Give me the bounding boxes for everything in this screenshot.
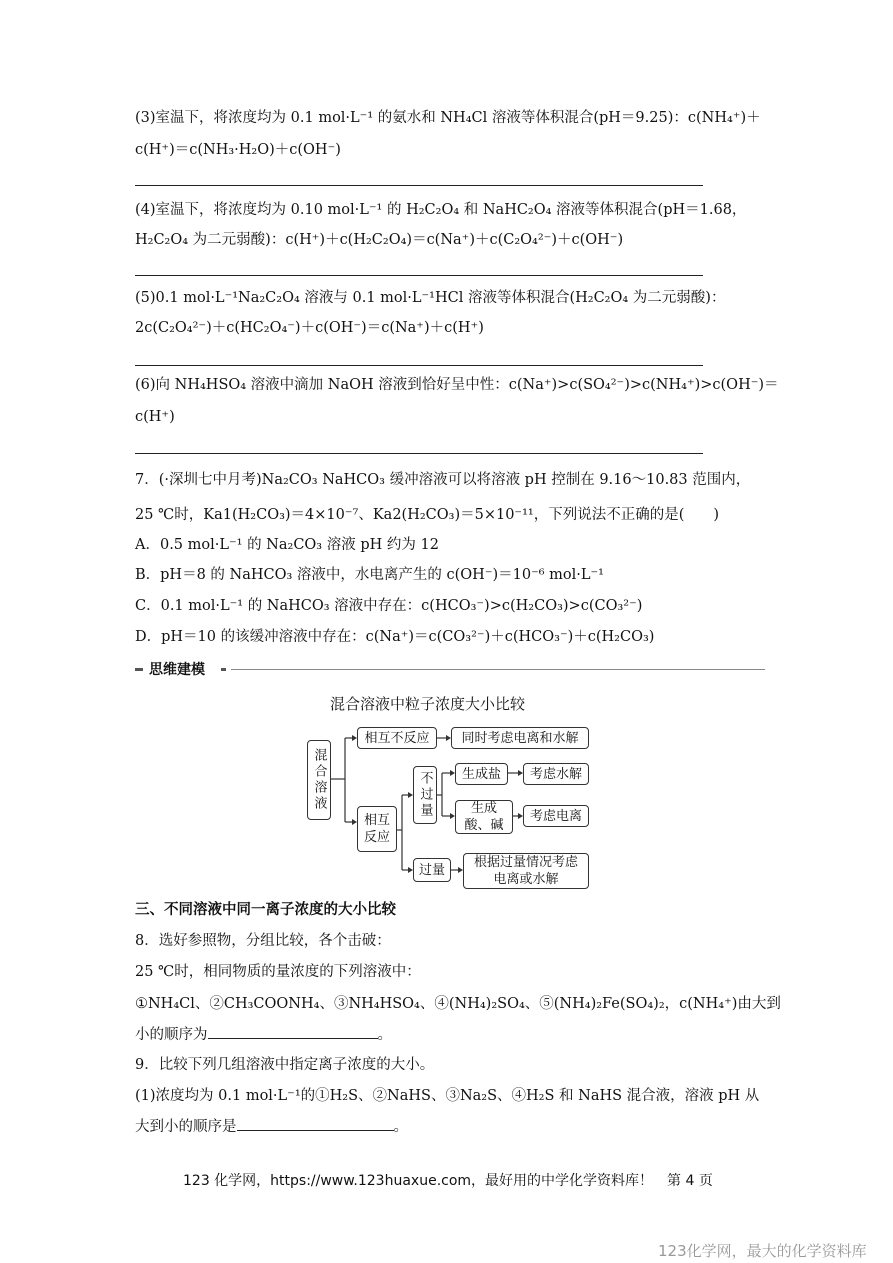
diagram-node-not-excess: [413, 766, 437, 824]
diagram-node-consider-hydrolysis: 考虑水解: [523, 763, 589, 785]
diagram-node-reaction: 相互反应: [357, 806, 397, 852]
q9-line3: [135, 1116, 408, 1137]
q6-line1: (6)向 NH₄HSO₄ 溶液中滴加 NaOH 溶液到恰好呈中性：c(Na⁺)>c(SO₄²⁻)>c(NH₄⁺)>c(OH⁻)＝: [135, 377, 779, 393]
q5-line2: 2c(C₂O₄²⁻)＋c(HC₂O₄⁻)＋c(OH⁻)＝c(Na⁺)＋c(H⁺): [135, 320, 484, 336]
diagram-node-root: [307, 740, 331, 820]
diagram-node-gen-salt: 生成盐: [455, 763, 508, 785]
q9-answer-blank[interactable]: [237, 1116, 394, 1131]
q8-answer-blank[interactable]: [208, 1024, 378, 1039]
q4-line1: (4)室温下，将浓度均为 0.10 mol·L⁻¹ 的 H₂C₂O₄ 和 NaHC₂O₄ 溶液等体积混合(pH＝1.68，: [135, 202, 747, 218]
diagram-node-excess-result: 根据过量情况考虑电离或水解: [463, 853, 589, 889]
diagram-node-root-label: 混合溶液: [311, 748, 327, 812]
q9-line3-end: 。: [393, 1119, 408, 1135]
q3-line2: c(H⁺)＝c(NH₃·H₂O)＋c(OH⁻): [135, 142, 341, 158]
q8-line4-text: 小的顺序为: [135, 1027, 208, 1043]
page-footer: 123 化学网，https://www.123huaxue.com，最好用的中学化学资料库！ 第 4 页: [183, 1173, 713, 1189]
q7-option-b[interactable]: B．pH＝8 的 NaHCO₃ 溶液中，水电离产生的 c(OH⁻)＝10⁻⁶ mol·L⁻¹: [135, 567, 604, 583]
q8-line4: [135, 1024, 392, 1045]
q8-line4-end: 。: [377, 1027, 392, 1043]
diagram-node-excess: 过量: [413, 858, 451, 882]
diagram-node-no-reaction-result: 同时考虑电离和水解: [451, 727, 589, 749]
diagram-node-consider-ionization: 考虑电离: [523, 805, 589, 827]
q7-option-a[interactable]: A．0.5 mol·L⁻¹ 的 Na₂CO₃ 溶液 pH 约为 12: [135, 537, 439, 553]
q6-line2: c(H⁺): [135, 409, 175, 425]
part3-title: 三、不同溶液中同一离子浓度的大小比较: [135, 902, 396, 918]
q4-line2: H₂C₂O₄ 为二元弱酸)：c(H⁺)＋c(H₂C₂O₄)＝c(Na⁺)＋c(C₂O₄²⁻)＋c(OH⁻): [135, 232, 624, 248]
q9-line1: 9．比较下列几组溶液中指定离子浓度的大小。: [135, 1057, 435, 1073]
q8-line2: 25 ℃时，相同物质的量浓度的下列溶液中：: [135, 964, 421, 980]
q9-line3-text: 大到小的顺序是: [135, 1119, 237, 1135]
q8-line3: ①NH₄Cl、②CH₃COONH₄、③NH₄HSO₄、④(NH₄)₂SO₄、⑤(NH₄)₂Fe(SO₄)₂，c(NH₄⁺)由大到: [135, 996, 781, 1012]
q7-stem1: 7．(·深圳七中月考)Na₂CO₃ NaHCO₃ 缓冲溶液可以将溶液 pH 控制在 9.16～10.83 范围内，: [135, 472, 751, 488]
diagram-title: 混合溶液中粒子浓度大小比较: [330, 695, 526, 713]
q8-line1: 8．选好参照物，分组比较，各个击破：: [135, 933, 391, 949]
diagram-node-gen-acid-base: 生成酸、碱: [455, 800, 513, 834]
diagram-node-no-reaction: 相互不反应: [357, 727, 437, 749]
diagram-node-not-excess-label: 不过量: [417, 771, 433, 819]
q9-line2: (1)浓度均为 0.1 mol·L⁻¹的①H₂S、②NaHS、③Na₂S、④H₂S 和 NaHS 混合液，溶液 pH 从: [135, 1088, 760, 1104]
watermark: 123化学网，最大的化学资料库: [658, 1242, 867, 1260]
q3-line1: (3)室温下，将浓度均为 0.1 mol·L⁻¹ 的氨水和 NH₄Cl 溶液等体积混合(pH＝9.25)：c(NH₄⁺)＋: [135, 110, 761, 126]
q7-option-c[interactable]: C．0.1 mol·L⁻¹ 的 NaHCO₃ 溶液中存在：c(HCO₃⁻)>c(H₂CO₃)>c(CO₃²⁻): [135, 598, 643, 614]
q7-option-d[interactable]: D．pH＝10 的该缓冲溶液中存在：c(Na⁺)＝c(CO₃²⁻)＋c(HCO₃⁻)＋c(H₂CO₃): [135, 629, 655, 645]
q7-stem2: 25 ℃时，Ka1(H₂CO₃)＝4×10⁻⁷、Ka2(H₂CO₃)＝5×10⁻¹¹，下列说法不正确的是( ): [135, 507, 720, 523]
q5-line1: (5)0.1 mol·L⁻¹Na₂C₂O₄ 溶液与 0.1 mol·L⁻¹HCl 溶液等体积混合(H₂C₂O₄ 为二元弱酸)：: [135, 290, 726, 306]
section-label: 思维建模: [149, 662, 205, 678]
